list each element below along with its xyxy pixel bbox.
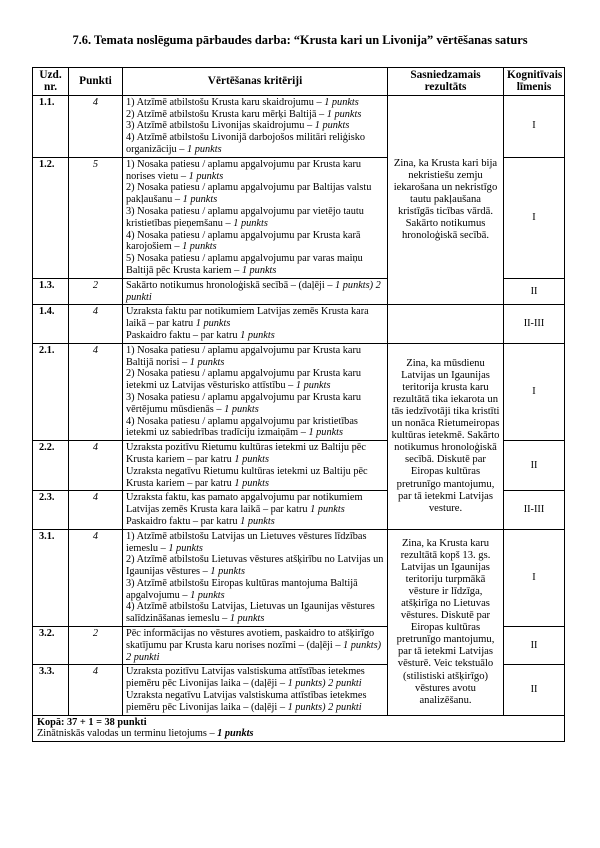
task-criteria xyxy=(123,665,388,715)
criterion-text: Paskaidro faktu – par katru xyxy=(126,329,241,341)
task-criteria xyxy=(123,441,388,491)
criterion-points: 1 punkts xyxy=(295,380,331,392)
criterion-line xyxy=(126,280,384,304)
task-number: 1.3. xyxy=(33,278,69,305)
task-number: 1.2. xyxy=(33,157,69,278)
task-criteria xyxy=(123,529,388,626)
criterion-points: 1 punkts xyxy=(234,453,269,465)
criterion-text: 1) Nosaka patiesu / aplamu apgalvojumu par Krusta karu Baltijā norisi – xyxy=(126,344,362,368)
task-number: 2.1. xyxy=(33,343,69,440)
criterion-text: 4) Atzīmē atbilstošu Livonijā darbojošos militāri reliģisko organizāciju – xyxy=(126,132,366,155)
criterion-line xyxy=(126,230,384,254)
task-criteria xyxy=(123,343,388,440)
criterion-points: 1 punkts xyxy=(182,241,217,253)
table-header-row xyxy=(33,68,565,96)
table-row xyxy=(33,305,565,343)
criterion-points: 1 punkts xyxy=(189,356,225,368)
document-title: 7.6. Temata noslēguma pārbaudes darba: “Krusta kari un Livonija” vērtēšanas saturs xyxy=(72,33,528,47)
task-points: 4 xyxy=(69,343,123,440)
criterion-text: 3) Nosaka patiesu / aplamu apgalvojumu par vietējo tautu kristietības pieņemšanu – xyxy=(126,205,364,229)
task-number: 3.3. xyxy=(33,665,69,715)
criterion-points: 1 punkts xyxy=(187,144,222,155)
criterion-text: Uzraksta faktu par notikumiem Latvijas zemēs Krusta kara laikā – par katru xyxy=(126,306,369,330)
criterion-points: 1 punkts xyxy=(324,96,359,108)
criterion-text: 1) Atzīmē atbilstošu Krusta karu skaidrojumu – xyxy=(126,96,325,108)
expected-result-2: Zina, ka mūsdienu Latvijas un Igaunijas teritorija krusta karu rezultātā tika iekarota un tās iedzīvotāji tika kristīti un nonāca Rietumeiropas kultūras ietekmē. Sakārto notikumus hronoloģiskā secībā. Diskutē par Eiropas kultūras pretrunīgo mantojumu, par tā ietekmi Latvijas vesture. xyxy=(388,343,504,529)
task-points: 4 xyxy=(69,305,123,343)
criterion-line xyxy=(126,554,384,578)
task-points: 4 xyxy=(69,529,123,626)
expected-result-3: Zina, ka Krusta karu rezultātā kopš 13. gs. Latvijas un Igaunijas teritoriju turpmākā vēsture ir līdzīga, atšķirīga no Lietuvas vēstures. Diskutē par Eiropas kultūras pretrunīgo mantojumu, par tā ietekmi Latvijas vēsturē. Veic tekstuālo (stilistiski atšķirīgo) vēstures avotu analizēšanu. xyxy=(388,529,504,715)
criterion-text: 2) Atzīmē atbilstošu Lietuvas vēstures atšķirību no Latvijas un Igaunijas vēstures – xyxy=(126,554,384,578)
criterion-line xyxy=(126,442,384,466)
criterion-line xyxy=(126,416,384,440)
criterion-line xyxy=(126,182,384,206)
task-number: 3.1. xyxy=(33,529,69,626)
criterion-line xyxy=(126,306,384,330)
criterion-points: 1 punkts xyxy=(234,477,269,489)
expected-result-1: Zina, ka Krusta kari bija nekristiešu zemju iekarošana un nekristīgo tautu pakļaušana kristīgās ticības vārdā. Sakārto notikumus hronoloģiskā secībā. xyxy=(388,95,504,305)
header-points: Punkti xyxy=(69,68,123,96)
criterion-line xyxy=(126,466,384,490)
cognitive-level: II xyxy=(504,278,565,305)
criterion-line xyxy=(126,578,384,602)
cognitive-level: I xyxy=(504,157,565,278)
table-row xyxy=(33,529,565,626)
task-criteria xyxy=(123,278,388,305)
criterion-line xyxy=(126,206,384,230)
task-criteria xyxy=(123,157,388,278)
table-footer-row xyxy=(33,715,565,742)
table-footer xyxy=(33,715,565,742)
criterion-points: 1 punkts xyxy=(240,329,275,341)
criterion-points: 1 punkts xyxy=(326,108,362,120)
task-number: 2.3. xyxy=(33,491,69,529)
criterion-line xyxy=(126,368,384,392)
criterion-text: 3) Atzīmē atbilstošu Eiropas kultūras mantojuma Baltijā apgalvojumu – xyxy=(126,577,358,601)
criterion-line xyxy=(126,666,384,690)
criterion-points: 1 punkts xyxy=(188,170,224,182)
header-criteria: Vērtēšanas kritēriji xyxy=(123,68,388,96)
criterion-points: 1 punkts) 2 punkti xyxy=(126,279,381,303)
cognitive-level: I xyxy=(504,95,565,157)
criterion-points: 1 punkts xyxy=(314,120,350,132)
criterion-line xyxy=(126,132,384,156)
criterion-text: Sakārto notikumus hronoloģiskā secībā – (daļēji – xyxy=(126,279,336,291)
table-row xyxy=(33,95,565,157)
task-criteria xyxy=(123,491,388,529)
cognitive-level: II-III xyxy=(504,305,565,343)
task-points: 4 xyxy=(69,441,123,491)
task-criteria xyxy=(123,305,388,343)
criterion-text: 2) Atzīmē atbilstošu Krusta karu mērķi Baltijā – xyxy=(126,108,327,120)
criterion-line xyxy=(126,601,384,625)
criterion-text: 1) Atzīmē atbilstošu Latvijas un Lietuves vēstures līdzības iemeslu – xyxy=(126,530,367,554)
header-cognitive-level: Kognitīvais līmenis xyxy=(504,68,565,96)
task-criteria xyxy=(123,627,388,665)
cognitive-level: II xyxy=(504,627,565,665)
task-points: 2 xyxy=(69,627,123,665)
criterion-text: 4) Atzīmē atbilstošu Latvijas, Lietuvas un Igaunijas vēstures salīdzināšanas iemeslu – xyxy=(126,601,375,625)
criterion-line xyxy=(126,690,384,714)
criterion-text: 2) Nosaka patiesu / aplamu apgalvojumu par Krusta karu ietekmi uz Latvijas vēsturisko attīstību – xyxy=(126,368,362,392)
task-criteria xyxy=(123,95,388,157)
criterion-line xyxy=(126,628,384,663)
task-points: 4 xyxy=(69,665,123,715)
criterion-text: Paskaidro faktu – par katru xyxy=(126,515,241,527)
criterion-points: 1 punkts) 2 punkti xyxy=(126,639,382,663)
criterion-points: 1 punkts) 2 punkti xyxy=(287,678,362,690)
criterion-text: 3) Nosaka patiesu / aplamu apgalvojumu par Krusta karu vērtējumu mūsdienās – xyxy=(126,391,362,415)
criterion-points: 1 punkts xyxy=(310,504,345,516)
criterion-line xyxy=(126,531,384,555)
criterion-text: Uzraksta faktu, kas pamato apgalvojumu par notikumiem Latvijas zemēs Krusta kara laikā – par katru xyxy=(126,492,363,516)
criterion-text: Uzraksta pozitīvu Rietumu kultūras ietekmi uz Baltiju pēc Krusta kariem – par katru xyxy=(126,442,366,465)
cognitive-level: II xyxy=(504,441,565,491)
total-points: Kopā: 37 + 1 = 38 punkti xyxy=(37,716,147,728)
criterion-text: 5) Nosaka patiesu / aplamu apgalvojumu par varas maiņu Baltijā pēc Krusta kariem – xyxy=(126,253,363,276)
criterion-line xyxy=(126,159,384,183)
language-usage xyxy=(37,728,561,740)
criterion-line xyxy=(126,109,384,121)
task-number: 3.2. xyxy=(33,627,69,665)
criterion-line xyxy=(126,392,384,416)
criterion-points: 1 punkts xyxy=(182,194,218,206)
criterion-points: 1 punkts xyxy=(190,589,225,601)
cognitive-level: I xyxy=(504,343,565,440)
criterion-text: Uzraksta pozitīvu Latvijas valstiskuma attīstības ietekmes piemēru pēc Livonijas laika – (daļēji – xyxy=(126,666,365,690)
expected-result-empty xyxy=(388,305,504,343)
task-number: 1.1. xyxy=(33,95,69,157)
cognitive-level: II xyxy=(504,665,565,715)
task-points: 5 xyxy=(69,157,123,278)
criterion-line xyxy=(126,492,384,516)
criterion-points: 1 punkts xyxy=(210,566,245,578)
criterion-line xyxy=(126,345,384,369)
criterion-points: 1 punkts xyxy=(229,613,265,625)
criterion-text: 1) Nosaka patiesu / aplamu apgalvojumu par Krusta karu norises vietu – xyxy=(126,158,362,182)
criterion-text: 4) Nosaka patiesu / aplamu apgalvojumu par Krusta karā karojošiem – xyxy=(126,229,361,253)
table-row xyxy=(33,343,565,440)
criterion-points: 1 punkts xyxy=(241,264,277,276)
criterion-points: 1 punkts xyxy=(233,217,268,229)
criterion-line xyxy=(126,120,384,132)
criterion-points: 1 punkts xyxy=(308,427,344,439)
criterion-points: 1 punkts xyxy=(168,542,203,554)
criterion-line xyxy=(126,253,384,277)
language-usage-text: Zinātniskās valodas un terminu lietojums – xyxy=(37,728,218,740)
criterion-points: 1 punkts xyxy=(195,318,231,330)
criterion-text: 4) Nosaka patiesu / aplamu apgalvojumu par kristietības ietekmi uz sabiedrības tradīciju izmaiņām – xyxy=(126,415,358,439)
criterion-text: Uzraksta negatīvu Rietumu kultūras ietekmi uz Baltiju pēc Krusta kariem – par katru xyxy=(126,465,368,489)
task-points: 4 xyxy=(69,95,123,157)
criterion-line xyxy=(126,330,384,342)
task-number: 1.4. xyxy=(33,305,69,343)
criterion-text: Uzraksta negatīvu Latvijas valstiskuma attīstības ietekmes piemēru pēc Livonijas laika – (daļēji – xyxy=(126,690,367,713)
criterion-points: 1 punkts xyxy=(240,515,275,527)
cognitive-level: I xyxy=(504,529,565,626)
criterion-text: Pēc informācijas no vēstures avotiem, paskaidro to atšķirīgo skatījumu par Krusta karu norises nozīmi – (daļēji – xyxy=(126,628,375,651)
criterion-text: 3) Atzīmē atbilstošu Livonijas skaidrojumu – xyxy=(126,120,315,132)
task-points: 4 xyxy=(69,491,123,529)
task-number: 2.2. xyxy=(33,441,69,491)
assessment-table xyxy=(32,67,565,742)
task-points: 2 xyxy=(69,278,123,305)
criterion-text: 2) Nosaka patiesu / aplamu apgalvojumu par Baltijas valstu pakļaušanu – xyxy=(126,182,372,206)
header-result: Sasniedzamais rezultāts xyxy=(388,68,504,96)
language-usage-points: 1 punkts xyxy=(217,728,254,740)
cognitive-level: II-III xyxy=(504,491,565,529)
criterion-points: 1 punkts xyxy=(224,403,259,415)
criterion-line xyxy=(126,516,384,528)
criterion-line xyxy=(126,97,384,109)
criterion-points: 1 punkts) 2 punkti xyxy=(287,701,362,713)
header-task-number: Uzd. nr. xyxy=(33,68,69,96)
